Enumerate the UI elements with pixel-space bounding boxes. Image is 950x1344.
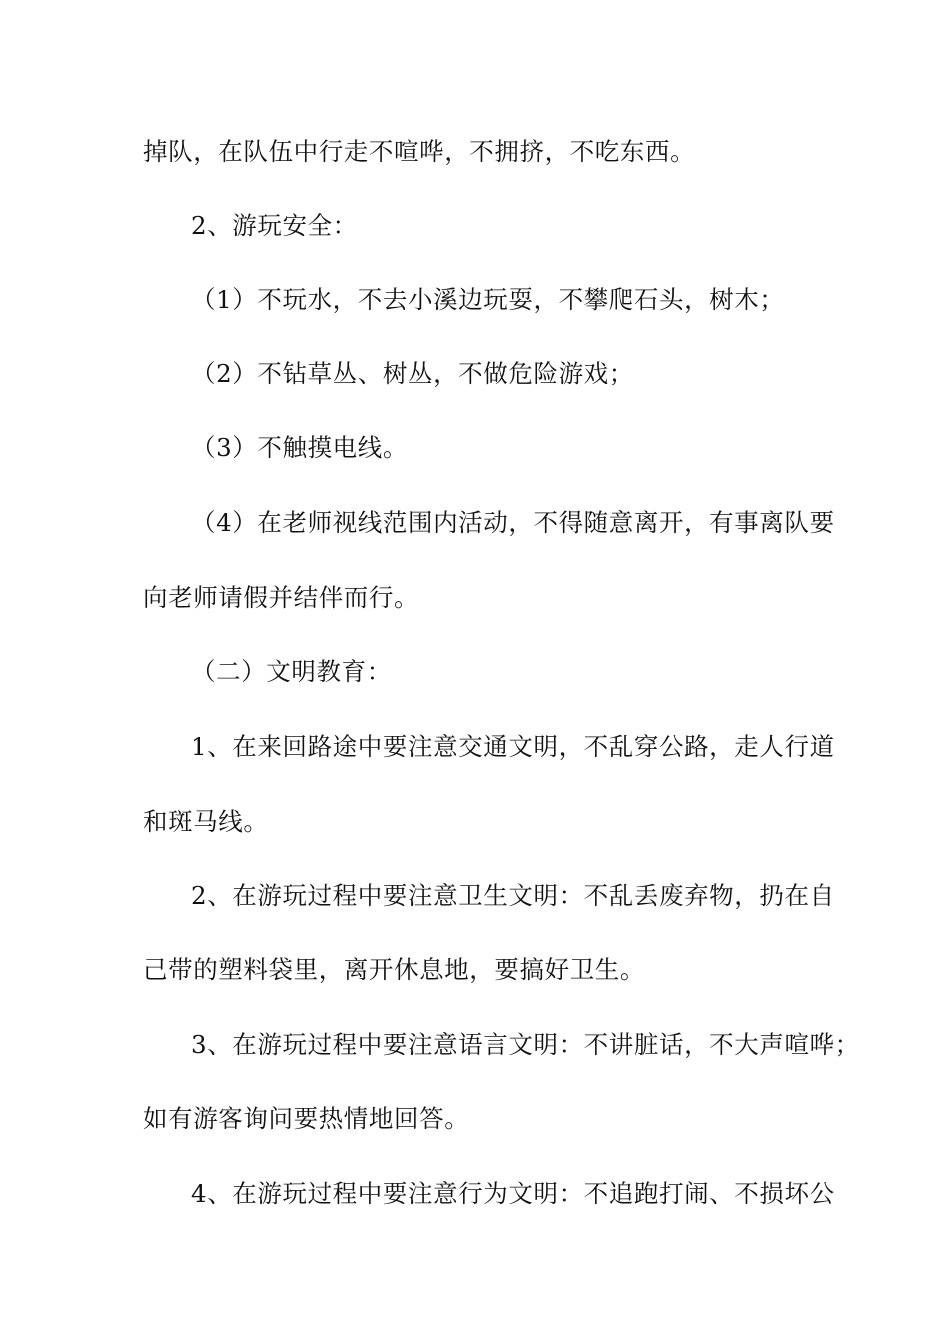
paragraph-line: 4、在游玩过程中要注意行为文明：不追跑打闹、不损坏公 (191, 1179, 835, 1208)
paragraph-line: 3、在游玩过程中要注意语言文明：不讲脏话，不大声喧哗； (191, 1030, 860, 1059)
paragraph-line: （1）不玩水，不去小溪边玩耍，不攀爬石头，树木； (191, 285, 785, 314)
section-heading: （二）文明教育： (191, 657, 392, 686)
paragraph-line: 掉队，在队伍中行走不喧哗，不拥挤，不吃东西。 (143, 137, 696, 166)
paragraph-line: 和斑马线。 (143, 807, 269, 836)
paragraph-line: 1、在来回路途中要注意交通文明，不乱穿公路，走人行道 (191, 732, 835, 761)
paragraph-line: 2、在游玩过程中要注意卫生文明：不乱丢废弃物，扔在自 (191, 881, 835, 910)
paragraph-line: 如有游客询问要热情地回答。 (143, 1104, 470, 1133)
paragraph-line: （4）在老师视线范围内活动，不得随意离开，有事离队要 (191, 508, 835, 537)
paragraph-line: 2、游玩安全： (191, 211, 358, 240)
paragraph-line: 己带的塑料袋里，离开休息地，要搞好卫生。 (143, 955, 645, 984)
paragraph-line: （3）不触摸电线。 (191, 433, 408, 462)
paragraph-line: （2）不钻草丛、树丛，不做危险游戏； (191, 359, 634, 388)
paragraph-line: 向老师请假并结伴而行。 (143, 583, 420, 612)
